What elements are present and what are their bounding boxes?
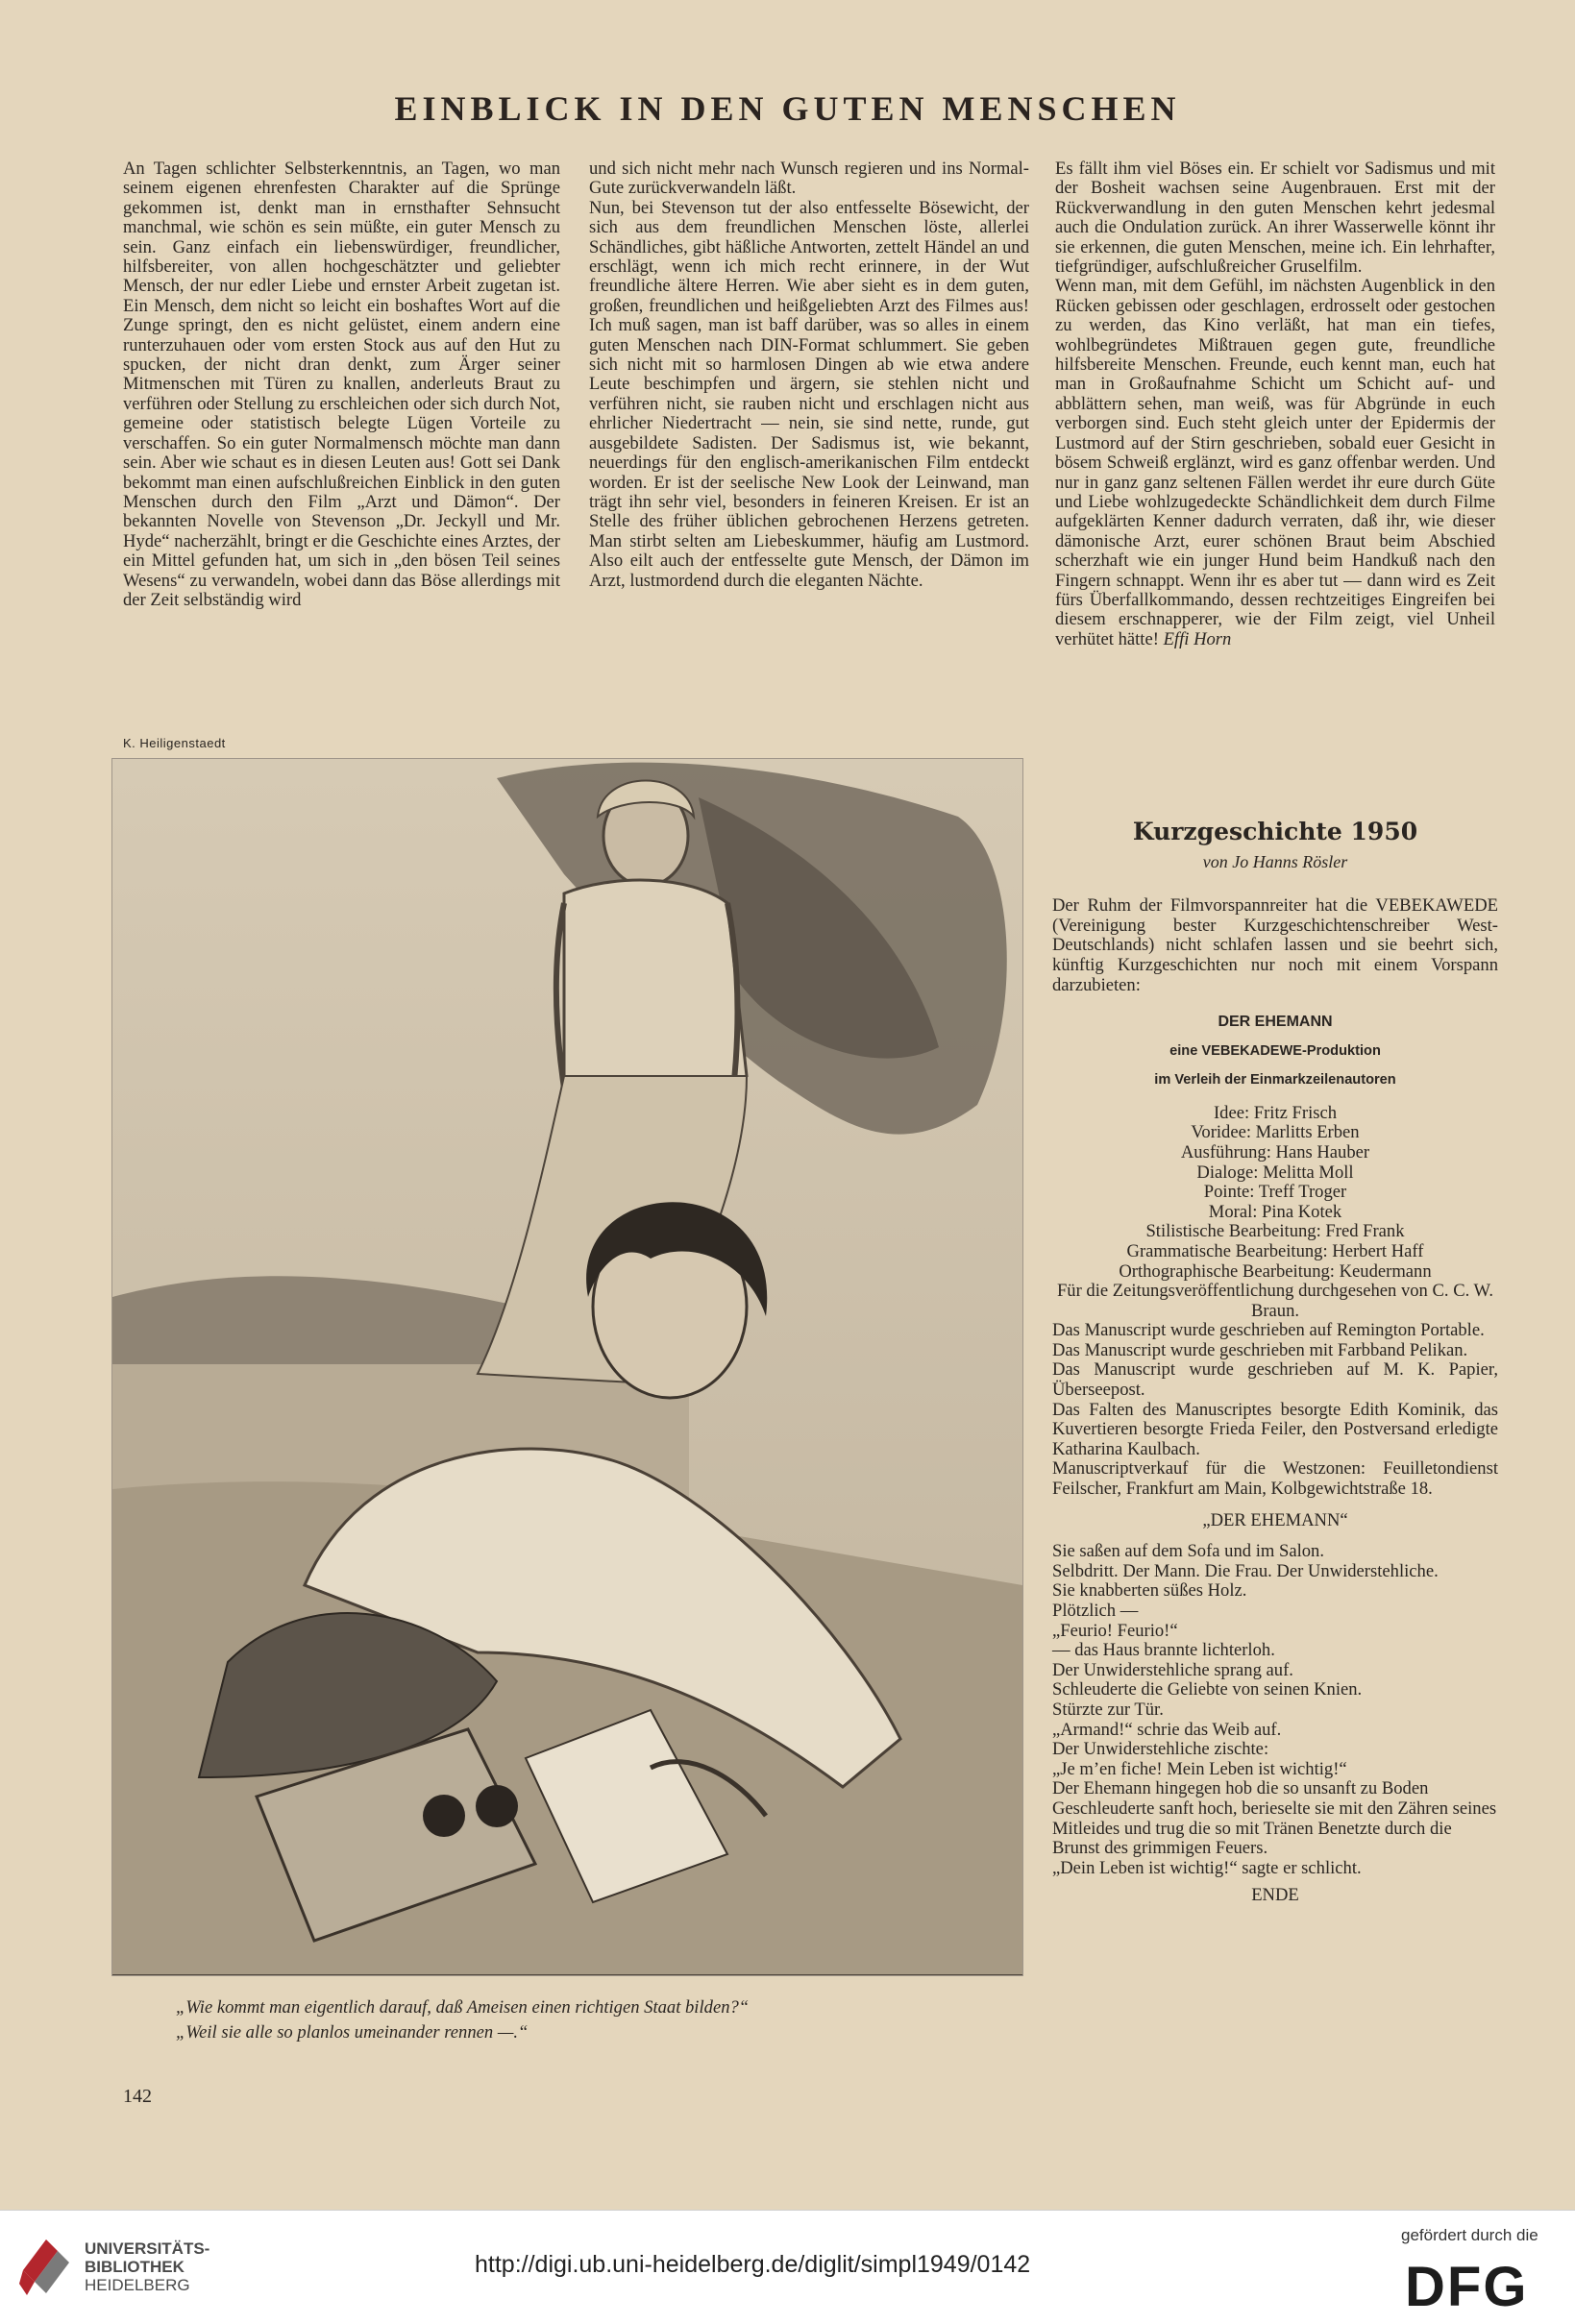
credit-line: Grammatische Bearbeitung: Herbert Haff: [1126, 1240, 1424, 1261]
note-line: Das Falten des Manuscriptes besorgte Edith Kominik, das Kuvertieren besorgte Frieda Feiler, den Postversand erledigte Katharina Kaulbach.: [1052, 1399, 1498, 1459]
funded-by-text: gefördert durch die: [1401, 2226, 1538, 2244]
note-line: Das Manuscript wurde geschrieben auf M. K. Papier, Überseepost.: [1052, 1359, 1498, 1401]
production-subtitle: im Verleih der Einmarkzeilenautoren: [1154, 1071, 1396, 1088]
kurzgeschichte-article: [1052, 817, 1498, 1906]
story-title: „DER EHEMANN“: [1202, 1509, 1348, 1530]
paragraph-text: Wenn man, mit dem Gefühl, im nächsten Augenblick in den Rücken gebissen oder geschlagen, erdrosselt oder gestochen zu werden, das Kino verläßt, hat man ein tiefes, wohlbegründetes Mißtrauen gegen gute, freundliche hilfsbereite Menschen. Freunde, euch kennt man, euch hat man in Großaufnahme Schicht um Schicht auf- und abblättern sehen, man weiß, was für Abgründe in euch verborgen sind. Euch steht gleich unter der Epidermis der Lustmord auf der Stirn geschrieben, sobald euer Gesicht in bösem Schweiß erglänzt, wird es ganz offenbar werden. Und nur in ganz ganz seltenen Fällen werdet ihr eure durch Güte und Liebe wohlzugedeckte Schändlichkeit dem durch Filme aufgeklärten Kenner dadurch verraten, daß ihr, wie dieser dämonische Arzt, eurer schönen Braut beim Abschied scherzhaft wie ein junger Hund beim Handkuß nach den Fingern schnappt. Wenn ihr es aber tut — dann wird es Zeit fürs Überfallkommando, dessen rechtzeitiges Eingreifen bei diesem erschnapperer, wie der Film zeigt, viel Unheil verhütet hätte!: [1055, 276, 1495, 649]
production-subtitle: eine VEBEKADEWE-Produktion: [1169, 1042, 1381, 1059]
illustration-caption: [176, 1995, 1041, 2045]
kurzgeschichte-title: Kurzgeschichte 1950: [1132, 818, 1418, 845]
production-title: DER EHEMANN: [1218, 1014, 1333, 1031]
caption-line: „Wie kommt man eigentlich darauf, daß Ameisen einen richtigen Staat bilden?“: [176, 1997, 750, 2018]
story-line: „Armand!“ schrie das Weib auf.: [1052, 1719, 1282, 1740]
credit-line: Moral: Pina Kotek: [1208, 1201, 1342, 1222]
article-column-2: [589, 159, 1029, 591]
story-line: Der Unwiderstehliche zischte:: [1052, 1739, 1269, 1760]
kurzgeschichte-author: von Jo Hanns Rösler: [1202, 851, 1348, 871]
illustrator-credit: K. Heiligenstaedt: [123, 736, 226, 750]
story-line: Der Unwiderstehliche sprang auf.: [1052, 1659, 1293, 1680]
paragraph: Es fällt ihm viel Böses ein. Er schielt vor Sadismus und mit der Bosheit wachsen seine Augenbrauen. Erst mit der Rückverwandlung in den guten Menschen kehrt jedesmal auch die Ondulation zurück. An ihrer Wasserwelle könnt ihr sie erkennen, die guten Menschen, meine ich. Ein lehrhafter, tiefgründiger, aufschlußreicher Gruselfilm.: [1055, 159, 1495, 278]
story-line: „Feurio! Feurio!“: [1052, 1620, 1178, 1641]
story-line: — das Haus brannte lichterloh.: [1052, 1640, 1275, 1661]
credit-line: Für die Zeitungsveröffentlichung durchgesehen von C. C. W. Braun.: [1056, 1281, 1494, 1321]
story-line: Sie knabberten süßes Holz.: [1052, 1580, 1247, 1602]
story-line: Sie saßen auf dem Sofa und im Salon.: [1052, 1541, 1324, 1562]
story-end: ENDE: [1251, 1885, 1299, 1906]
dfg-logo[interactable]: DFG: [1405, 2256, 1529, 2318]
institution-line: HEIDELBERG: [85, 2276, 190, 2294]
kurzgeschichte-intro: Der Ruhm der Filmvorspannreiter hat die VEBEKAWEDE (Vereinigung bester Kurzgeschichtenschreiber West-Deutschlands) nicht schlafen lassen und sie beehrt sich, künftig Kurzgeschichten nur noch mit einem Vorspann darzubieten:: [1052, 895, 1498, 995]
institution-name[interactable]: [85, 2239, 209, 2294]
illustration: [111, 758, 1023, 1976]
story-line: „Je m’en fiche! Mein Leben ist wichtig!“: [1052, 1758, 1347, 1779]
story-text: [1052, 1542, 1498, 1878]
credit-line: Dialoge: Melitta Moll: [1196, 1162, 1354, 1183]
note-line: Das Manuscript wurde geschrieben mit Farbband Pelikan.: [1052, 1339, 1468, 1360]
note-line: Das Manuscript wurde geschrieben auf Remington Portable.: [1052, 1320, 1485, 1341]
institution-line: BIBLIOTHEK: [85, 2258, 185, 2276]
article-column-3: [1055, 159, 1495, 649]
story-line: Plötzlich —: [1052, 1601, 1139, 1621]
credit-line: Stilistische Bearbeitung: Fred Frank: [1145, 1221, 1405, 1242]
story-line: Selbdritt. Der Mann. Die Frau. Der Unwiderstehliche.: [1052, 1560, 1439, 1581]
story-line: Schleuderte die Geliebte von seinen Knien.: [1052, 1679, 1363, 1700]
caption-line: „Weil sie alle so planlos umeinander rennen —.“: [176, 2022, 529, 2043]
paragraph: Nun, bei Stevenson tut der also entfesselte Bösewicht, der sich aus dem freundlichen Menschen löste, allerlei Schändliches, gibt häßliche Antworten, zettelt Händel an und erschlägt, wenn ich mich recht erinnere, in der Wut freundliche ältere Herren. Wie aber sieht es in dem guten, großen, freundlichen und heißgeliebten Arzt des Filmes aus! Ich muß sagen, man ist baff darüber, was so alles in einem guten Menschen nach DIN-Format schlummert. Sie geben sich nicht mit so harmlosen Dingen ab wie etwa andere Leute beschimpfen und ärgern, sie stehlen nicht und verführen nicht, sie rauben nicht und erschlagen nicht aus ehrlicher Niedertracht — nein, sie sind nette, runde, gut ausgebildete Sadisten. Der Sadismus ist, wie bekannt, neuerdings für den englisch-amerikanischen Film entdeckt worden. Er ist der seelische New Look der Leinwand, man trägt ihn sehr viel, besonders in feineren Kreisen. Er ist an Stelle des früher üblichen gebrochenen Herzens getreten. Man stirbt selten am Liebeskummer, häufig am Lustmord. Also eilt auch der entfesselte gute Mensch, der Dämon im Arzt, lustmordend durch die eleganten Nächte.: [589, 197, 1029, 591]
headline: EINBLICK IN DEN GUTEN MENSCHEN: [394, 89, 1181, 128]
manuscript-notes: [1052, 1321, 1498, 1499]
paragraph: [1055, 277, 1495, 649]
credits-list: [1052, 1104, 1498, 1322]
credit-line: Orthographische Bearbeitung: Keudermann: [1119, 1260, 1432, 1282]
story-line: „Dein Leben ist wichtig!“ sagte er schlicht.: [1052, 1857, 1362, 1878]
story-line: Der Ehemann hingegen hob die so unsanft zu Boden Geschleuderte sanft hoch, berieselte sie mit den Zähren seines Mitleides und trug die so mit Tränen Benetzte durch die Brunst des grimmigen Feuers.: [1052, 1778, 1497, 1859]
credit-line: Ausführung: Hans Hauber: [1180, 1141, 1370, 1162]
page-number: 142: [123, 2086, 152, 2107]
institution-line: UNIVERSITÄTS-: [85, 2239, 210, 2258]
university-library-logo-icon[interactable]: [17, 2232, 75, 2303]
story-line: Stürzte zur Tür.: [1052, 1699, 1164, 1720]
note-line: Manuscriptverkauf für die Westzonen: Feuilletondienst Feilscher, Frankfurt am Main, Kolbgewichtstraße 18.: [1052, 1458, 1498, 1500]
credit-line: Idee: Fritz Frisch: [1213, 1102, 1338, 1123]
article-column-1: [123, 159, 560, 610]
credit-line: Pointe: Treff Troger: [1203, 1182, 1347, 1203]
digitization-url-link[interactable]: http://digi.ub.uni-heidelberg.de/diglit/simpl1949/0142: [475, 2251, 1031, 2278]
digitization-footer: [0, 2210, 1575, 2324]
author-signature: Effi Horn: [1163, 628, 1232, 649]
credit-line: Voridee: Marlitts Erben: [1191, 1122, 1360, 1143]
paragraph: und sich nicht mehr nach Wunsch regieren und ins Normal-Gute zurückverwandeln läßt.: [589, 159, 1029, 199]
paragraph: An Tagen schlichter Selbsterkenntnis, an Tagen, wo man seinem eigenen ehrenfesten Charakter auf die Sprünge gekommen ist, denkt man in ernsthafter Sehnsucht manchmal, wie schön es sein müßte, ein guter Mensch zu sein. Ganz einfach ein liebenswürdiger, freundlicher, hilfsbereiter, von allen hochgeschätzter und geliebter Mensch, der nur edler Liebe und ernster Arbeit zugetan ist. Ein Mensch, dem nicht so leicht ein boshaftes Wort auf die Zunge springt, den es nicht gelüstet, einem andern eine runterzuhauen oder vom ersten Stock aus auf den Hut zu spucken, der nicht dran denkt, zum Ärger seiner Mitmenschen mit Türen zu knallen, anderleuts Braut zu verführen oder Stellung zu erschleichen oder sich durch Not, gemeine oder statistisch belegte Lügen Vorteile zu verschaffen. So ein guter Normalmensch möchte man dann sein. Aber wie schaut es in diesen Leuten aus! Gott sei Dank bekommt man einen aufschlußreichen Einblick in den guten Menschen durch den Film „Arzt und Dämon“. Der bekannten Novelle von Stevenson „Dr. Jeckyll und Mr. Hyde“ nacherzählt, bringt er die Geschichte eines Arztes, der ein Mittel gefunden hat, um sich in „den bösen Teil seines Wesens“ zu verwandeln, wobei dann das Böse allerdings mit der Zeit selbständig wird: [123, 159, 560, 610]
